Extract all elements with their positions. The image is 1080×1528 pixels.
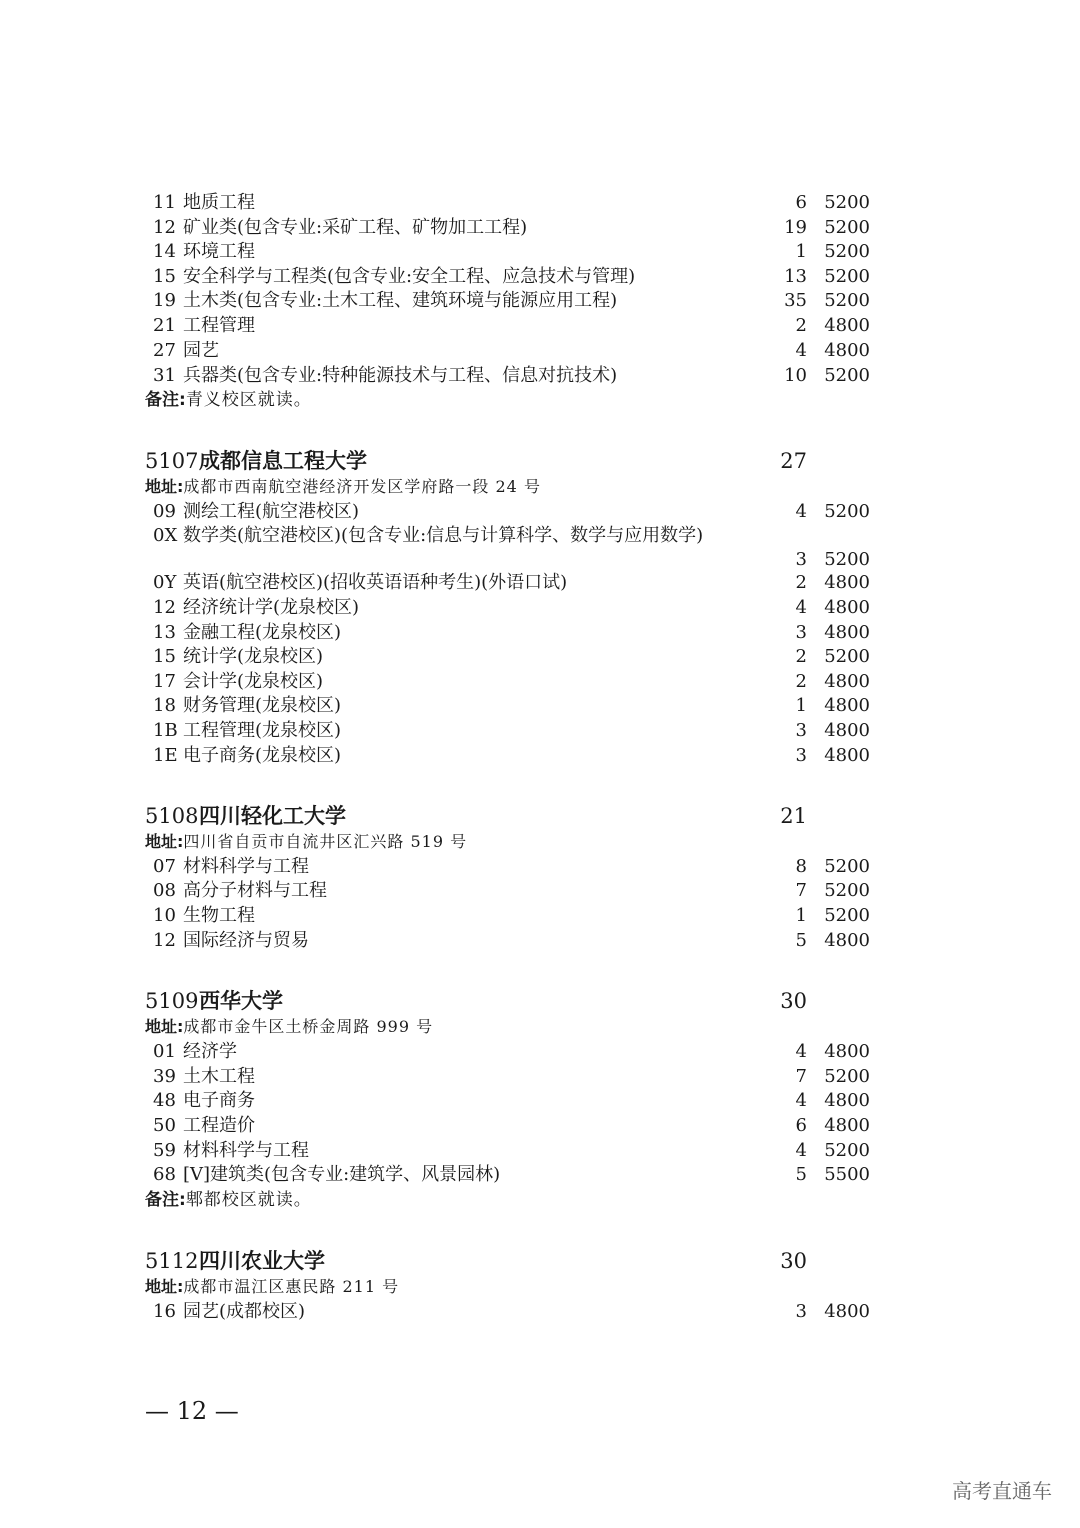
note: 备注:青义校区就读。 (145, 390, 312, 410)
address: 地址:四川省自贡市自流井区汇兴路 519 号 (145, 832, 468, 851)
major-row: 21 工程管理 2 4800 (153, 315, 870, 336)
major-row-continuation: 3 5200 (795, 549, 870, 570)
major-row: 27 园艺 4 4800 (153, 340, 870, 361)
major-row: 16 园艺(成都校区) 3 4800 (153, 1301, 870, 1322)
major-row: 0X 数学类(航空港校区)(包含专业:信息与计算科学、数学与应用数学) (153, 525, 704, 546)
major-row: 12 经济统计学(龙泉校区) 4 4800 (153, 597, 870, 618)
major-row: 68 [V]建筑类(包含专业:建筑学、风景园林) 5 5500 (153, 1164, 870, 1185)
major-row: 19 土木类(包含专业:土木工程、建筑环境与能源应用工程) 35 5200 (153, 290, 870, 311)
major-row: 48 电子商务 4 4800 (153, 1090, 870, 1111)
watermark: 高考直通车 (952, 1479, 1052, 1503)
address: 地址:成都市西南航空港经济开发区学府路一段 24 号 (145, 477, 541, 496)
major-row: 1E 电子商务(龙泉校区) 3 4800 (153, 745, 870, 766)
major-row: 50 工程造价 6 4800 (153, 1115, 870, 1136)
major-row: 1B 工程管理(龙泉校区) 3 4800 (153, 720, 870, 741)
major-row: 18 财务管理(龙泉校区) 1 4800 (153, 695, 870, 716)
major-row: 15 统计学(龙泉校区) 2 5200 (153, 646, 870, 667)
major-row: 07 材料科学与工程 8 5200 (153, 856, 870, 877)
major-row: 14 环境工程 1 5200 (153, 241, 870, 262)
university-header: 5108 四川轻化工大学 21 (145, 804, 807, 828)
major-row: 13 金融工程(龙泉校区) 3 4800 (153, 622, 870, 643)
major-row: 17 会计学(龙泉校区) 2 4800 (153, 671, 870, 692)
major-row: 59 材料科学与工程 4 5200 (153, 1140, 870, 1161)
major-row: 39 土木工程 7 5200 (153, 1066, 870, 1087)
address: 地址:成都市金牛区土桥金周路 999 号 (145, 1017, 434, 1036)
major-row: 12 国际经济与贸易 5 4800 (153, 930, 870, 951)
major-row: 12 矿业类(包含专业:采矿工程、矿物加工工程) 19 5200 (153, 217, 870, 238)
major-row: 31 兵器类(包含专业:特种能源技术与工程、信息对抗技术) 10 5200 (153, 365, 870, 386)
major-row: 0Y 英语(航空港校区)(招收英语语种考生)(外语口试) 2 4800 (153, 572, 870, 593)
page-number: — 12 — (145, 1397, 239, 1425)
note: 备注:郫都校区就读。 (145, 1190, 312, 1210)
address: 地址:成都市温江区惠民路 211 号 (145, 1277, 400, 1296)
major-row: 15 安全科学与工程类(包含专业:安全工程、应急技术与管理) 13 5200 (153, 266, 870, 287)
university-header: 5107 成都信息工程大学 27 (145, 449, 807, 473)
major-row: 10 生物工程 1 5200 (153, 905, 870, 926)
major-row: 09 测绘工程(航空港校区) 4 5200 (153, 501, 870, 522)
university-header: 5109 西华大学 30 (145, 989, 807, 1013)
major-row: 01 经济学 4 4800 (153, 1041, 870, 1062)
university-header: 5112 四川农业大学 30 (145, 1249, 807, 1273)
major-row: 08 高分子材料与工程 7 5200 (153, 880, 870, 901)
major-row: 11 地质工程 6 5200 (153, 192, 870, 213)
